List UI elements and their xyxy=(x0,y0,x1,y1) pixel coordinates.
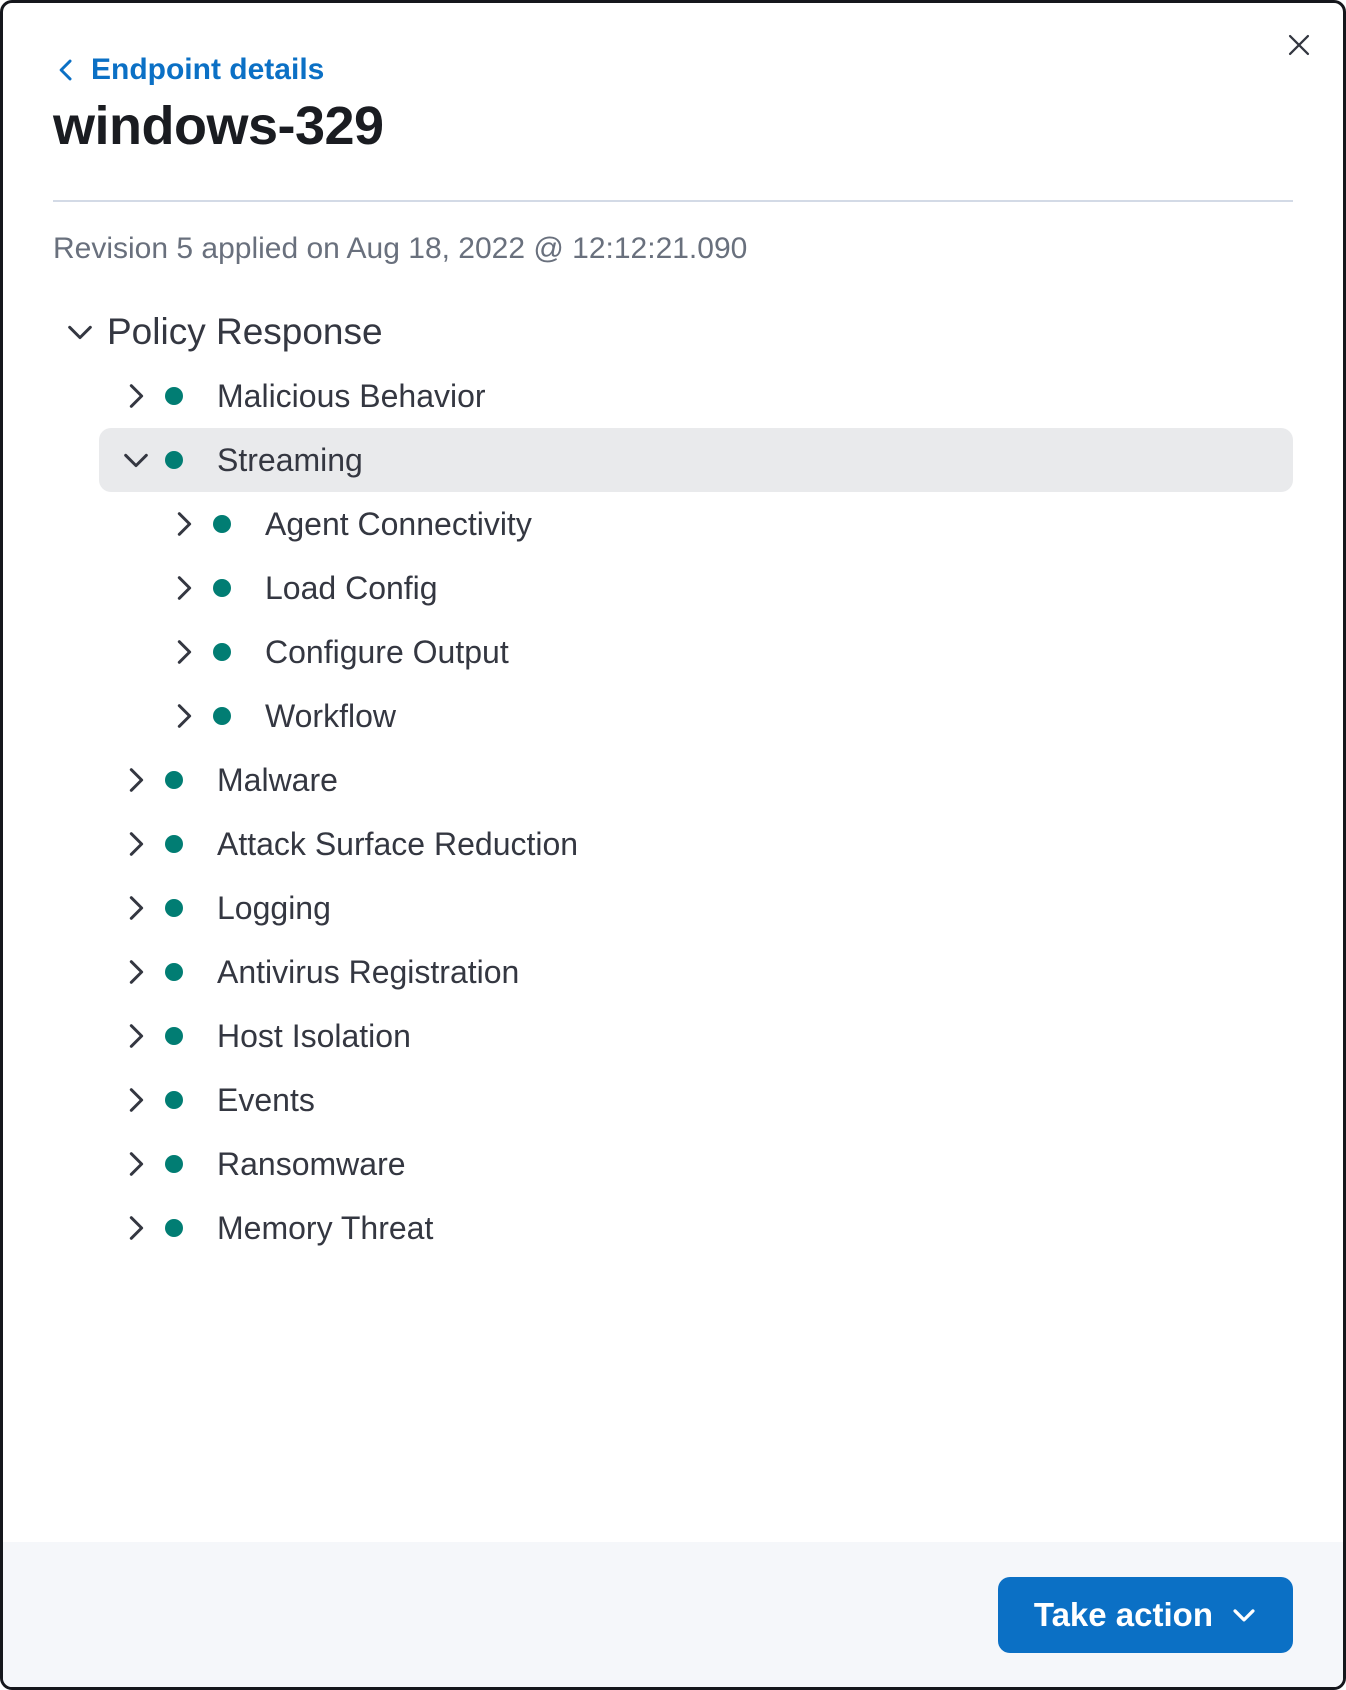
tree-item-label: Configure Output xyxy=(265,633,509,670)
tree-item-label: Load Config xyxy=(265,569,438,606)
take-action-button[interactable] xyxy=(998,1577,1293,1653)
status-dot xyxy=(165,1219,183,1237)
back-link-label: Endpoint details xyxy=(91,53,325,86)
tree-item-label: Malicious Behavior xyxy=(217,377,486,414)
tree-item-malicious-behavior[interactable] xyxy=(53,364,1293,428)
tree-item-logging[interactable] xyxy=(53,876,1293,940)
status-dot xyxy=(165,1091,183,1109)
tree-item-label: Streaming xyxy=(217,441,363,478)
tree-item-ransomware[interactable] xyxy=(53,1132,1293,1196)
chevron-right-icon[interactable] xyxy=(121,1213,151,1243)
chevron-right-icon[interactable] xyxy=(121,765,151,795)
chevron-right-icon[interactable] xyxy=(121,893,151,923)
tree-item-label: Ransomware xyxy=(217,1145,406,1182)
tree-item-label: Malware xyxy=(217,761,338,798)
chevron-down-icon[interactable] xyxy=(65,317,95,347)
chevron-right-icon[interactable] xyxy=(121,1021,151,1051)
status-dot xyxy=(213,579,231,597)
flyout-footer xyxy=(3,1542,1343,1687)
flyout-body xyxy=(3,202,1343,1542)
chevron-right-icon[interactable] xyxy=(121,381,151,411)
chevron-right-icon[interactable] xyxy=(169,701,199,731)
tree-item-label: Events xyxy=(217,1081,315,1118)
status-dot xyxy=(165,899,183,917)
chevron-right-icon[interactable] xyxy=(121,1085,151,1115)
chevron-right-icon[interactable] xyxy=(169,573,199,603)
revision-applied-text: Revision 5 applied on Aug 18, 2022 @ 12:12:21.090 xyxy=(53,232,748,265)
status-dot xyxy=(165,1155,183,1173)
tree-item-label: Memory Threat xyxy=(217,1209,434,1246)
chevron-down-icon[interactable] xyxy=(121,445,151,475)
tree-item-malware[interactable] xyxy=(53,748,1293,812)
tree-item-antivirus-registration[interactable] xyxy=(53,940,1293,1004)
chevron-right-icon[interactable] xyxy=(121,957,151,987)
status-dot xyxy=(165,387,183,405)
tree-item-streaming[interactable] xyxy=(99,428,1293,492)
close-icon xyxy=(1286,32,1312,58)
chevron-right-icon[interactable] xyxy=(121,1149,151,1179)
tree-item-label: Workflow xyxy=(265,697,396,734)
status-dot xyxy=(213,643,231,661)
chevron-left-icon xyxy=(53,57,79,83)
tree-item-memory-threat[interactable] xyxy=(53,1196,1293,1260)
tree-item-configure-output[interactable] xyxy=(53,620,1293,684)
status-dot xyxy=(165,835,183,853)
tree-item-label: Attack Surface Reduction xyxy=(217,825,579,862)
status-dot xyxy=(213,707,231,725)
tree-item-label: Antivirus Registration xyxy=(217,953,520,990)
status-dot xyxy=(165,771,183,789)
close-button[interactable] xyxy=(1279,25,1319,65)
tree-item-events[interactable] xyxy=(53,1068,1293,1132)
status-dot xyxy=(165,1027,183,1045)
tree-item-label: Policy Response xyxy=(107,311,383,352)
tree-item-attack-surface-reduction[interactable] xyxy=(53,812,1293,876)
header-divider xyxy=(53,200,1293,202)
tree-item-label: Logging xyxy=(217,889,331,926)
chevron-right-icon[interactable] xyxy=(121,829,151,859)
take-action-label: Take action xyxy=(1033,1595,1213,1633)
tree-item-label: Host Isolation xyxy=(217,1017,411,1054)
policy-response-tree xyxy=(53,300,1293,1260)
tree-item-policy-response[interactable] xyxy=(53,300,1293,364)
status-dot xyxy=(165,963,183,981)
tree-item-load-config[interactable] xyxy=(53,556,1293,620)
flyout-header xyxy=(3,3,1343,202)
status-dot xyxy=(165,451,183,469)
chevron-right-icon[interactable] xyxy=(169,637,199,667)
tree-item-agent-connectivity[interactable] xyxy=(53,492,1293,556)
tree-item-host-isolation[interactable] xyxy=(53,1004,1293,1068)
tree-item-label: Agent Connectivity xyxy=(265,505,532,542)
tree-item-workflow[interactable] xyxy=(53,684,1293,748)
back-link-endpoint-details[interactable] xyxy=(53,53,324,87)
status-dot xyxy=(213,515,231,533)
chevron-right-icon[interactable] xyxy=(169,509,199,539)
chevron-down-icon xyxy=(1231,1602,1257,1628)
page-title: windows-329 xyxy=(53,96,384,156)
